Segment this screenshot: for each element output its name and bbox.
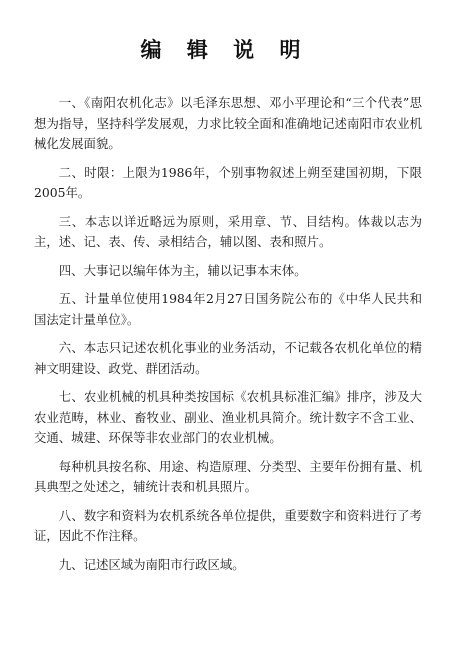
paragraph-2: 二、时限：上限为1986年，个别事物叙述上朔至建国初期，下限2005年。	[34, 164, 422, 200]
paragraph-9: 八、数字和资料为农机系统各单位提供，重要数字和资料进行了考证，因此不作注释。	[34, 507, 422, 543]
paragraph-6: 六、本志只记述农机化事业的业务活动，不记载各农机化单位的精神文明建设、政党、群团活动。	[34, 340, 422, 376]
paragraph-3: 三、本志以详近略远为原则，采用章、节、目结构。体裁以志为主，述、记、表、传、录相结合，辅以图、表和照片。	[34, 213, 422, 249]
paragraph-8: 每种机具按名称、用途、构造原理、分类型、主要年份拥有量、机具典型之处述之，辅统计表和机具照片。	[34, 458, 422, 494]
paragraph-4: 四、大事记以编年体为主，辅以记事本末体。	[58, 262, 307, 278]
paragraph-5: 五、计量单位使用1984年2月27日国务院公布的《中华人民共和国法定计量单位》。	[34, 291, 422, 327]
paragraph-7: 七、农业机械的机具种类按国标《农机具标准汇编》排序，涉及大农业范畴，林业、畜牧业、副业、渔业机具简介。统计数字不含工业、交通、城建、环保等非农业部门的农业机械。	[34, 389, 422, 445]
paragraph-10: 九、记述区域为南阳市行政区域。	[58, 556, 245, 572]
document-body	[34, 93, 422, 583]
page-title: 编 辑 说 明	[140, 38, 310, 62]
paragraph-1: 一、《南阳农机化志》以毛泽东思想、邓小平理论和“三个代表”思想为指导，坚持科学发展观，力求比较全面和准确地记述南阳市农业机械化发展面貌。	[34, 95, 422, 151]
